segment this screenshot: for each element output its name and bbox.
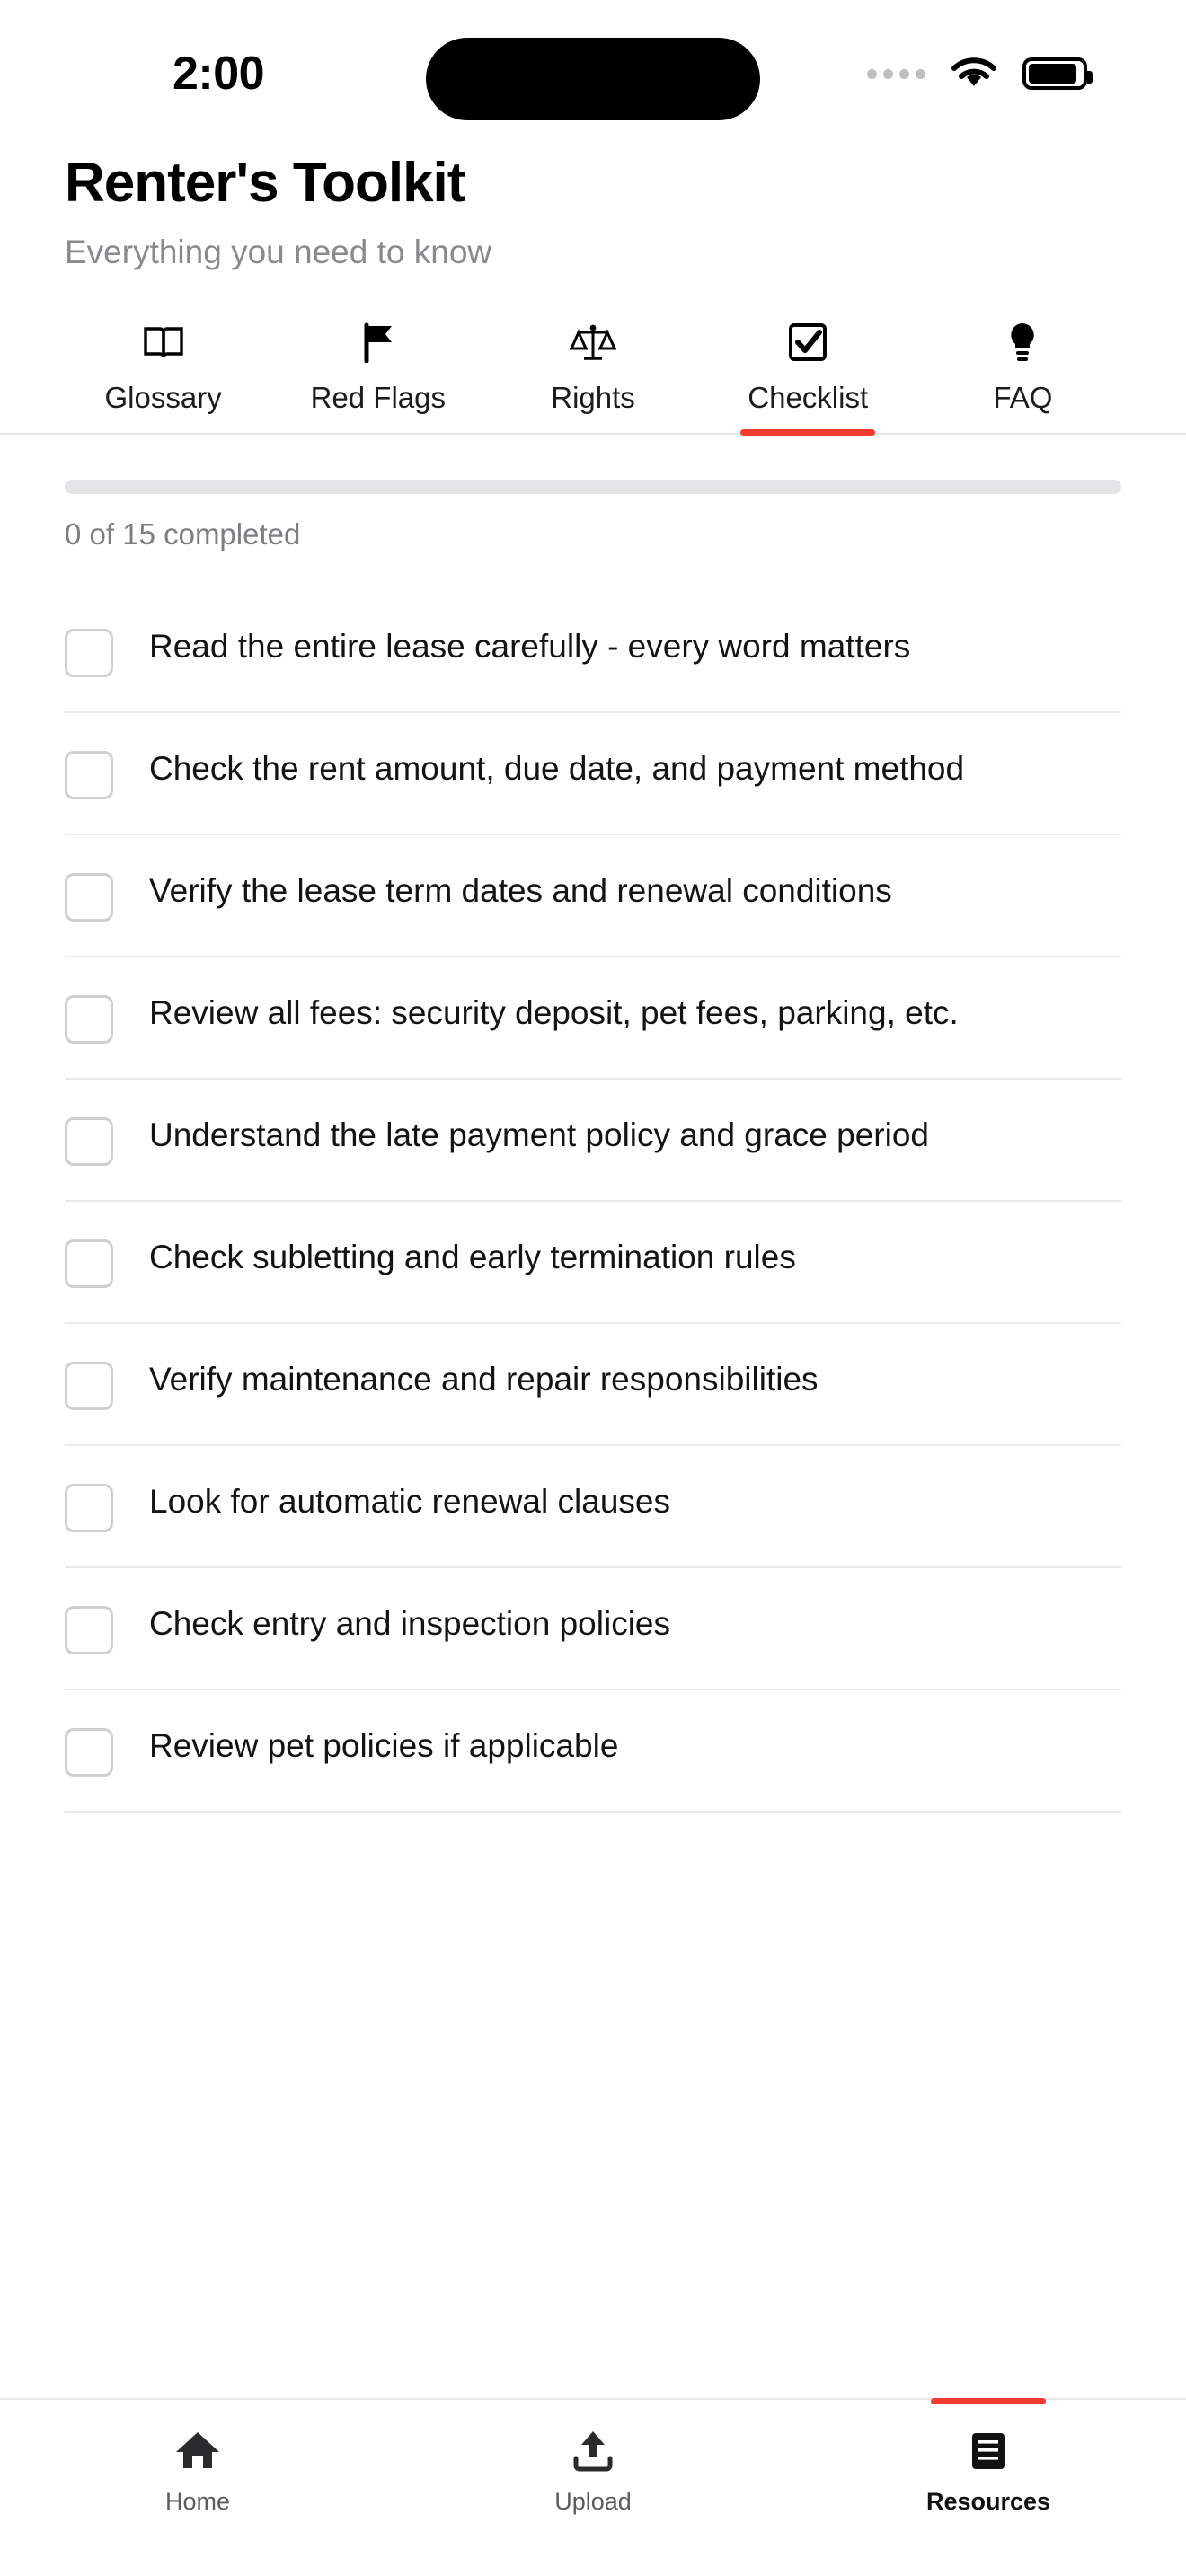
lightbulb-icon: [1005, 318, 1040, 366]
nav-label: Upload: [554, 2488, 632, 2515]
checklist-item-label: Check the rent amount, due date, and payment method: [149, 750, 965, 788]
checkbox[interactable]: [65, 873, 113, 922]
checklist-item-label: Check subletting and early termination rules: [149, 1239, 796, 1276]
page-title: Renter's Toolkit: [65, 152, 465, 214]
list-item[interactable]: [65, 957, 1121, 1080]
battery-icon: [1022, 57, 1087, 90]
checklist-item-label: Understand the late payment policy and grace period: [149, 1116, 929, 1154]
checkbox[interactable]: [65, 1728, 113, 1777]
list-item[interactable]: [65, 1568, 1121, 1690]
list-item[interactable]: [65, 713, 1121, 835]
tab-checklist[interactable]: [701, 318, 916, 433]
checklist-item-label: Verify maintenance and repair responsibilities: [149, 1361, 819, 1398]
tab-label: FAQ: [993, 381, 1053, 415]
list-item[interactable]: [65, 1202, 1121, 1324]
checkbox[interactable]: [65, 629, 113, 677]
checklist-item-label: Review pet policies if applicable: [149, 1727, 619, 1765]
list-item[interactable]: [65, 1080, 1121, 1202]
progress-label: 0 of 15 completed: [65, 517, 301, 551]
checklist-item-label: Look for automatic renewal clauses: [149, 1483, 670, 1521]
tab-label: Glossary: [104, 381, 222, 415]
tab-label: Rights: [551, 381, 635, 415]
page-header: [0, 153, 1186, 271]
flag-icon: [358, 318, 398, 366]
nav-active-indicator: [931, 2398, 1046, 2404]
nav-label: Resources: [925, 2488, 1051, 2515]
dynamic-island: [426, 38, 760, 120]
wifi-icon: [949, 56, 999, 92]
tab-rights[interactable]: [485, 318, 700, 433]
book-icon: [142, 318, 185, 366]
checklist-item-label: Check entry and inspection policies: [149, 1605, 670, 1643]
tab-glossary[interactable]: [56, 318, 270, 433]
nav-label: Home: [164, 2488, 231, 2515]
upload-icon: [571, 2423, 615, 2477]
checkbox[interactable]: [65, 1484, 113, 1532]
list-item[interactable]: [65, 1690, 1121, 1813]
page-subtitle: Everything you need to know: [65, 234, 492, 271]
list-item[interactable]: [65, 1446, 1121, 1568]
checkbox[interactable]: [65, 995, 113, 1044]
checked-box-icon: [787, 318, 828, 366]
tab-faq[interactable]: [916, 318, 1130, 433]
list-item[interactable]: [65, 591, 1121, 713]
nav-item-upload[interactable]: [397, 2423, 789, 2516]
nav-item-resources[interactable]: [792, 2423, 1184, 2516]
checkbox[interactable]: [65, 1606, 113, 1654]
status-bar-indicators: [867, 56, 1087, 92]
checklist: [0, 591, 1186, 1813]
checkbox[interactable]: [65, 751, 113, 799]
tab-active-indicator: [740, 429, 875, 436]
scales-icon: [570, 318, 616, 366]
tab-label: Checklist: [748, 381, 869, 415]
home-icon: [173, 2423, 222, 2477]
checkbox[interactable]: [65, 1239, 113, 1288]
nav-item-home[interactable]: [2, 2423, 394, 2516]
status-bar-time: 2:00: [173, 48, 265, 100]
checkbox[interactable]: [65, 1362, 113, 1410]
list-item[interactable]: [65, 835, 1121, 957]
checklist-item-label: Verify the lease term dates and renewal conditions: [149, 872, 892, 910]
tab-red-flags[interactable]: [270, 318, 485, 433]
tab-label: Red Flags: [310, 381, 446, 415]
checkbox[interactable]: [65, 1117, 113, 1166]
signal-dots-icon: [867, 69, 925, 79]
bottom-navigation: [0, 2398, 1186, 2576]
progress-bar: [65, 480, 1121, 494]
checklist-item-label: Review all fees: security deposit, pet fees, parking, etc.: [149, 994, 959, 1032]
list-item[interactable]: [65, 1324, 1121, 1446]
status-bar: [0, 0, 1186, 153]
book-stack-icon: [967, 2423, 1010, 2477]
checklist-item-label: Read the entire lease carefully - every word matters: [149, 628, 911, 666]
progress-section: [0, 435, 1186, 551]
tab-bar: [0, 318, 1186, 435]
